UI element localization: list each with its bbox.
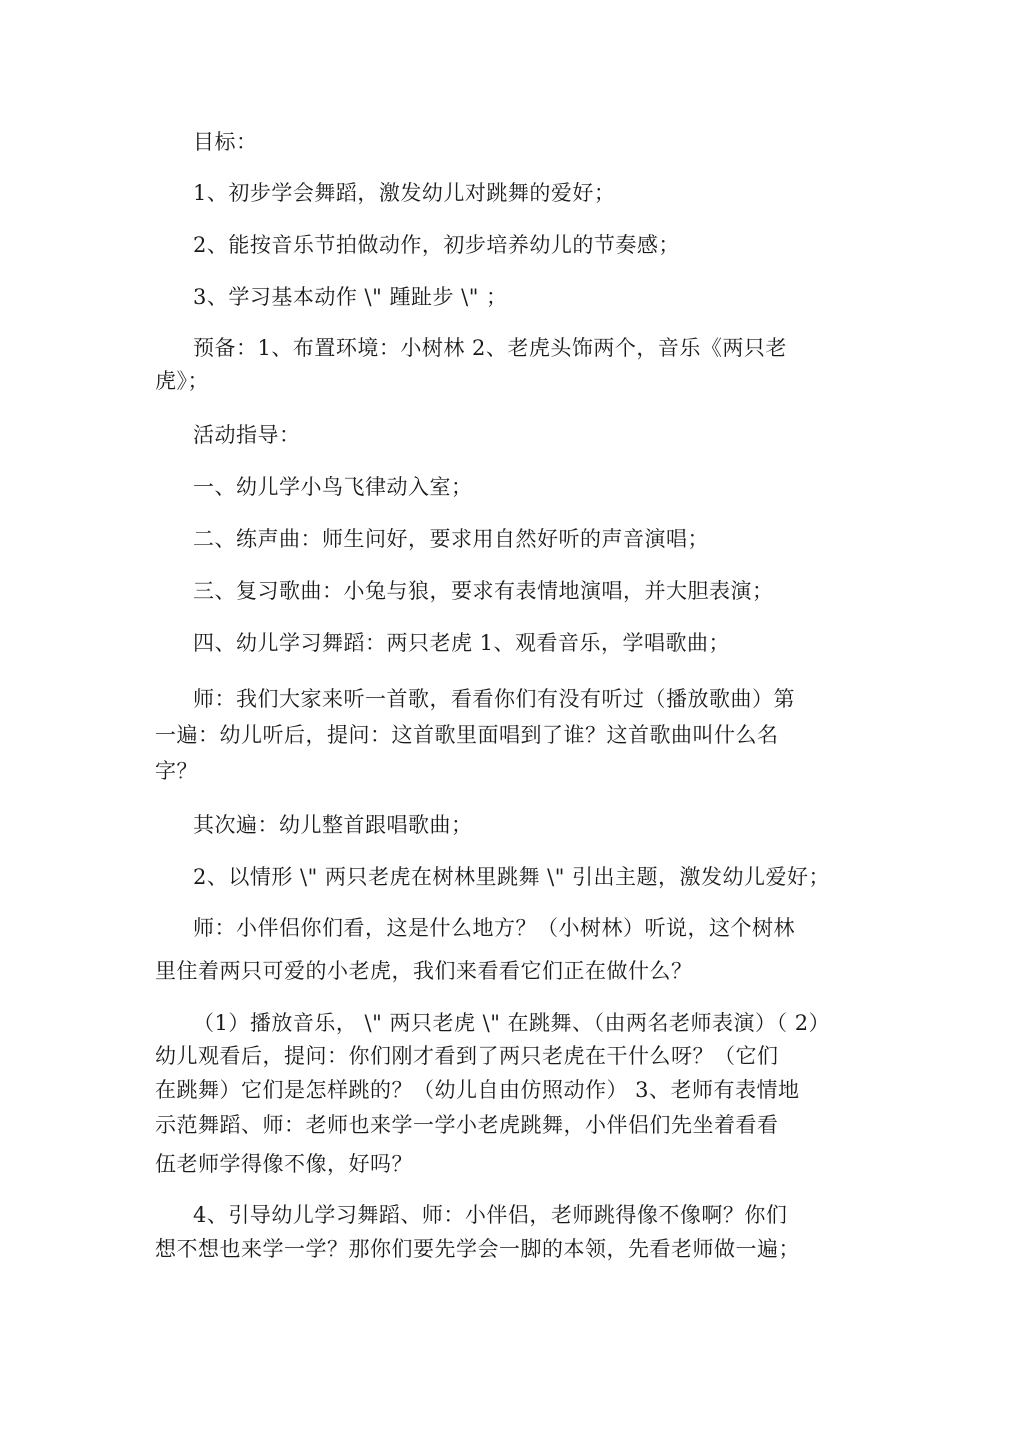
teacher-dialogue-1-line-1: 师：我们大家来听一首歌，看看你们有没有听过（播放歌曲）第 (193, 687, 795, 711)
scenario-intro-line: 2、以情形 \" 两只老虎在树林里跳舞 \" 引出主题，激发幼儿爱好； (193, 865, 831, 889)
performance-line-3: 在跳舞）它们是怎样跳的？（幼儿自由仿照动作） 3、老师有表情地 (155, 1078, 800, 1102)
preparation-line-2: 虎》； (155, 369, 209, 393)
teacher-dialogue-2-line-1: 师：小伴侣你们看，这是什么地方？（小树林）听说，这个树林 (193, 916, 795, 940)
guide-dance-line-2: 想不想也来学一学？那你们要先学会一脚的本领，先看老师做一遍； (155, 1237, 800, 1261)
performance-line-2: 幼儿观看后，提问：你们刚才看到了两只老虎在干什么呀？（它们 (155, 1044, 779, 1068)
preparation-line-1: 预备：1、布置环境：小树林 2、老虎头饰两个，音乐《两只老 (193, 336, 787, 360)
activity-step-3: 三、复习歌曲：小兔与狼，要求有表情地演唱，并大胆表演； (193, 579, 774, 603)
performance-line-5: 伍老师学得像不像，好吗？ (155, 1152, 413, 1176)
section-heading-activity: 活动指导： (193, 423, 301, 447)
teacher-dialogue-1-line-2: 一遍：幼儿听后，提问：这首歌里面唱到了谁？这首歌曲叫什么名 (155, 723, 779, 747)
guide-dance-line-1: 4、引导幼儿学习舞蹈、师：小伴侣，老师跳得像不像啊？你们 (193, 1203, 788, 1227)
goal-item-3: 3、学习基本动作 \" 踵趾步 \" ； (193, 285, 508, 309)
activity-step-1: 一、幼儿学小鸟飞律动入室； (193, 475, 473, 499)
activity-step-2: 二、练声曲：师生问好，要求用自然好听的声音演唱； (193, 527, 709, 551)
performance-line-1: （1）播放音乐， \" 两只老虎 \" 在跳舞、（由两名老师表演）（ 2） (193, 1011, 831, 1035)
goal-item-2: 2、能按音乐节拍做动作，初步培养幼儿的节奏感； (193, 233, 680, 257)
teacher-dialogue-1-line-3: 字？ (155, 759, 198, 783)
activity-step-4: 四、幼儿学习舞蹈：两只老虎 1、观看音乐，学唱歌曲； (193, 631, 731, 655)
second-listening-line: 其次遍：幼儿整首跟唱歌曲； (193, 813, 473, 837)
goal-item-1: 1、初步学会舞蹈，激发幼儿对跳舞的爱好； (193, 181, 616, 205)
teacher-dialogue-2-line-2: 里住着两只可爱的小老虎，我们来看看它们正在做什么？ (155, 959, 693, 983)
performance-line-4: 示范舞蹈、师：老师也来学一学小老虎跳舞，小伴侣们先坐着看看 (155, 1113, 779, 1137)
section-heading-goals: 目标： (193, 130, 258, 154)
